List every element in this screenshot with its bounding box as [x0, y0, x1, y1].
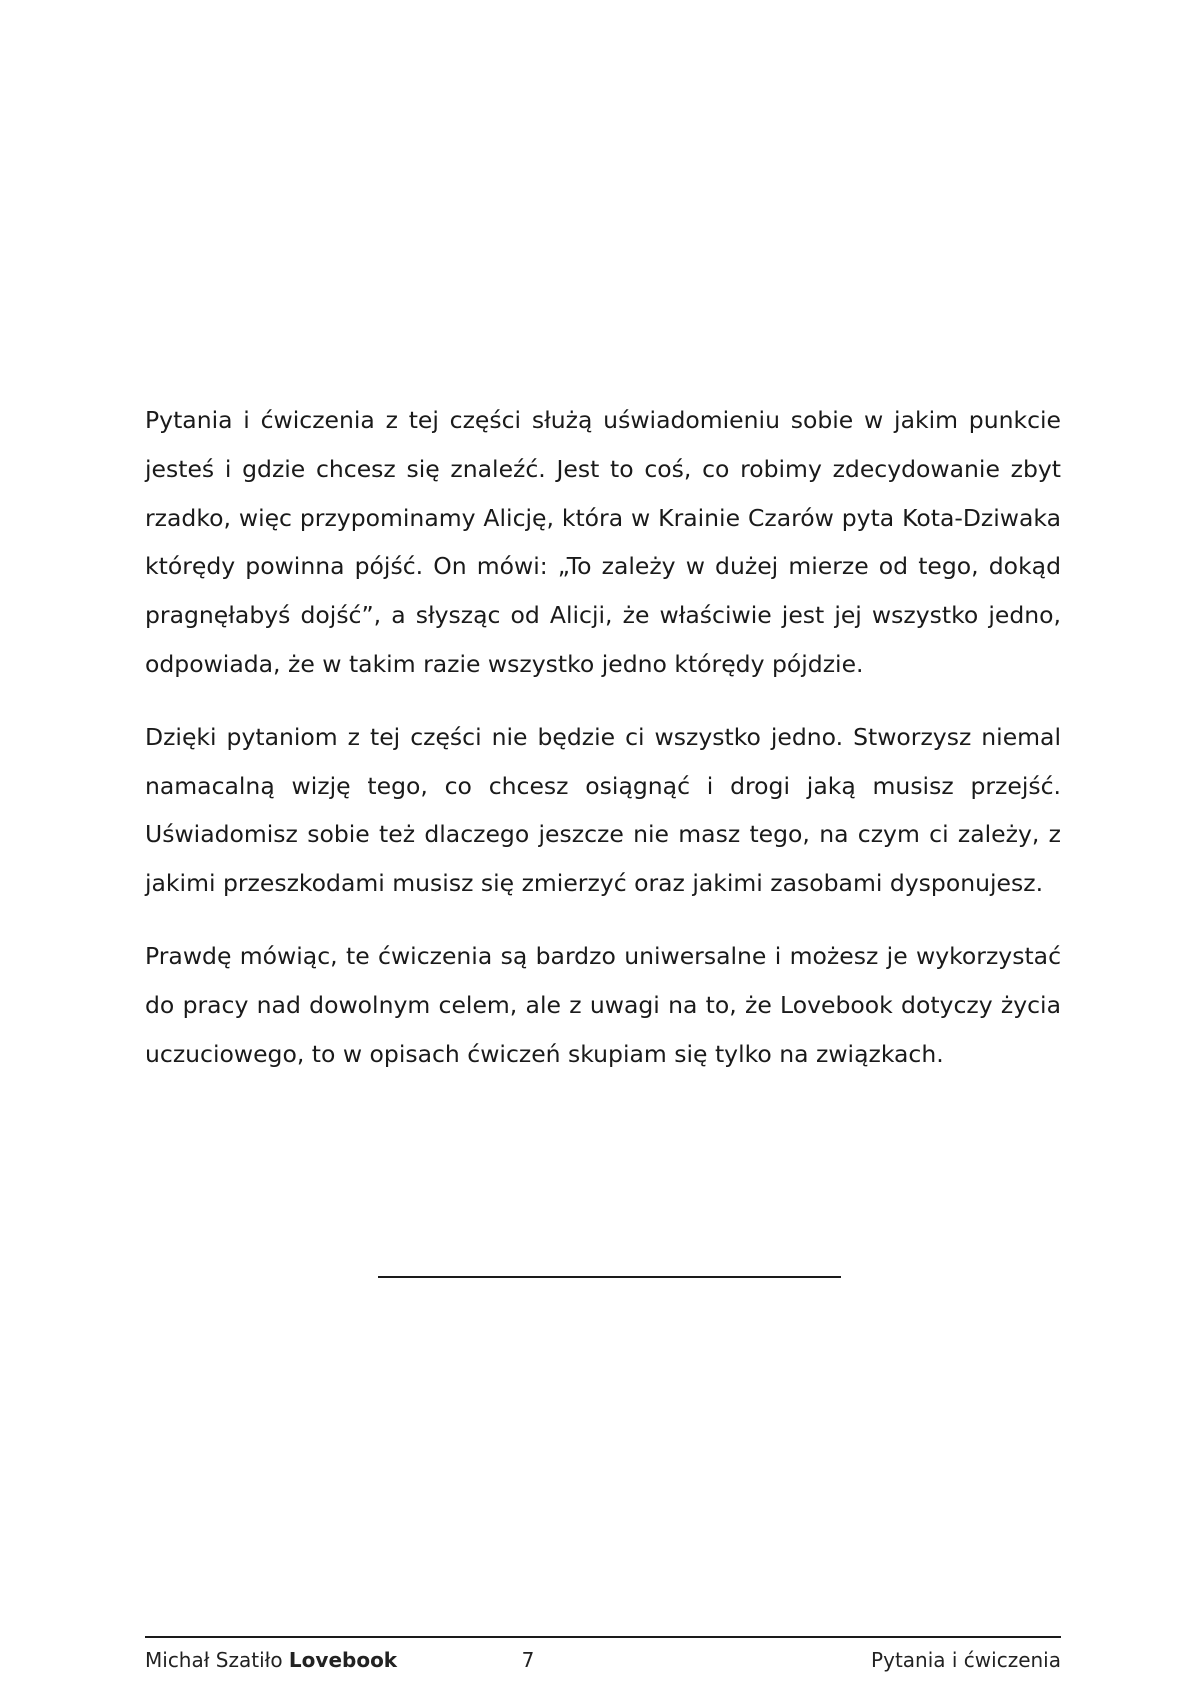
main-text — [145, 396, 1061, 1102]
paragraph-2: Dzięki pytaniom z tej części nie będzie ci wszystko jedno. Stworzysz niemal namacalną wizję tego, co chcesz osiągnąć i drogi jaką musisz przejść. Uświadomisz sobie też dlaczego jeszcze nie masz tego, na czym ci zależy, z jakimi przeszkodami musisz się zmierzyć oraz jakimi zasobami dysponujesz. — [145, 722, 1061, 898]
footer-author: Michał Szatiło — [145, 1648, 283, 1672]
section-separator — [378, 1276, 841, 1278]
page-footer — [145, 1645, 1061, 1675]
footer-rule — [145, 1636, 1061, 1638]
paragraph-3: Prawdę mówiąc, te ćwiczenia są bardzo uniwersalne i możesz je wykorzystać do pracy nad dowolnym celem, ale z uwagi na to, że Lovebook dotyczy życia uczuciowego, to w opisach ćwiczeń skupiam się tylko na związkach. — [145, 941, 1061, 1068]
footer-book-title: Lovebook — [288, 1648, 398, 1672]
paragraph-1: Pytania i ćwiczenia z tej części służą uświadomieniu sobie w jakim punkcie jesteś i gdzie chcesz się znaleźć. Jest to coś, co robimy zdecydowanie zbyt rzadko, więc przypominamy Alicję, która w Krainie Czarów pyta Kota-Dziwaka którędy powinna pójść. On mówi: „To zależy w dużej mierze od tego, dokąd pragnęłabyś dojść”, a słysząc od Alicji, że właściwie jest jej wszystko jedno, odpowiada, że w takim razie wszystko jedno którędy pójdzie. — [145, 406, 1061, 678]
page-number: 7 — [521, 1648, 535, 1672]
footer-section-title: Pytania i ćwiczenia — [871, 1648, 1061, 1672]
